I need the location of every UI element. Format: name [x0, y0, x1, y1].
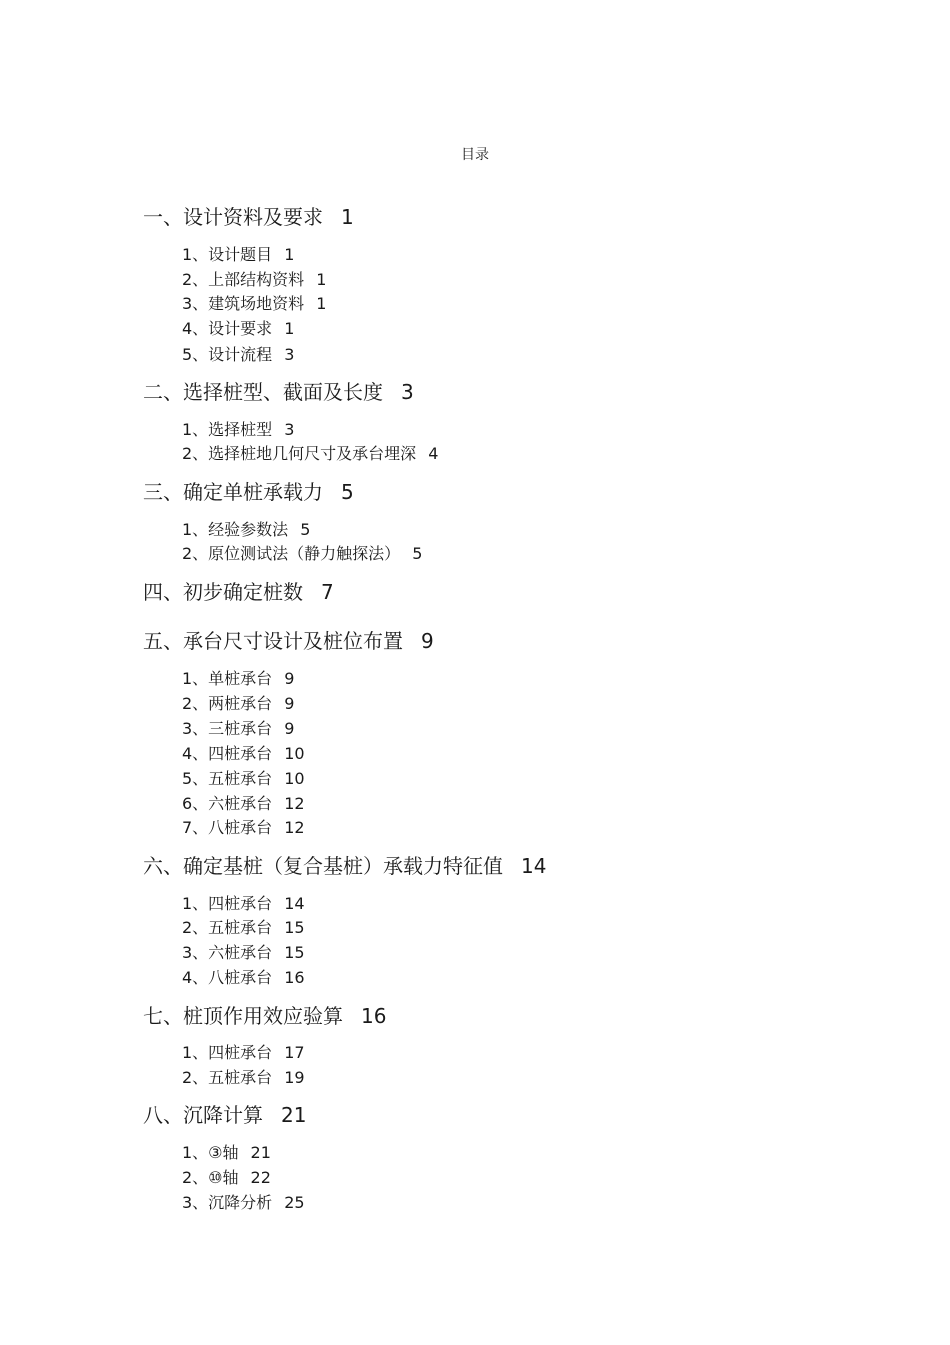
toc-item-page: 3 [284, 420, 295, 439]
toc-item-label: 1、设计题目 [182, 245, 273, 264]
toc-item-page: 1 [316, 270, 327, 289]
toc-section-page: 21 [281, 1103, 307, 1127]
toc-section[interactable] [143, 1004, 386, 1028]
toc-item[interactable] [182, 744, 305, 764]
toc-item-label: 2、五桩承台 [182, 1068, 273, 1087]
toc-item-label: 1、四桩承台 [182, 1043, 273, 1062]
toc-item-label: 1、选择桩型 [182, 420, 273, 439]
toc-item-label: 2、选择桩地几何尺寸及承台埋深 [182, 444, 417, 463]
toc-section-label: 三、确定单桩承载力 [143, 480, 323, 504]
toc-item-page: 4 [428, 444, 439, 463]
toc-section-label: 八、沉降计算 [143, 1103, 263, 1127]
toc-item[interactable] [182, 719, 294, 739]
toc-section-label: 七、桩顶作用效应验算 [143, 1004, 343, 1028]
toc-section-page: 1 [341, 205, 354, 229]
toc-item[interactable] [182, 918, 305, 938]
page-title: 目录 [461, 147, 489, 163]
toc-item[interactable] [182, 444, 438, 464]
toc-item-label: 4、四桩承台 [182, 744, 273, 763]
toc-item-label: 1、③轴 [182, 1143, 239, 1162]
toc-item-label: 2、五桩承台 [182, 918, 273, 937]
toc-item-label: 1、经验参数法 [182, 520, 289, 539]
toc-item[interactable] [182, 319, 294, 339]
toc-section-page: 7 [321, 580, 334, 604]
toc-item-label: 2、两桩承台 [182, 694, 273, 713]
toc-item-label: 4、八桩承台 [182, 968, 273, 987]
toc-item[interactable] [182, 1143, 271, 1163]
toc-section-page: 5 [341, 480, 354, 504]
toc-item-label: 5、五桩承台 [182, 769, 273, 788]
toc-section-page: 16 [361, 1004, 387, 1028]
toc-item-page: 25 [284, 1193, 305, 1212]
toc-section-label: 二、选择桩型、截面及长度 [143, 380, 383, 404]
toc-item-page: 12 [284, 794, 305, 813]
toc-item[interactable] [182, 694, 294, 714]
toc-item[interactable] [182, 943, 305, 963]
toc-item-label: 5、设计流程 [182, 345, 273, 364]
toc-section[interactable] [143, 380, 414, 404]
toc-item-page: 1 [316, 294, 327, 313]
toc-item-label: 1、四桩承台 [182, 894, 273, 913]
toc-item-label: 4、设计要求 [182, 319, 273, 338]
toc-item[interactable] [182, 544, 422, 564]
toc-item-label: 2、上部结构资料 [182, 270, 305, 289]
toc-section[interactable] [143, 205, 354, 229]
toc-section[interactable] [143, 480, 354, 504]
toc-item-page: 1 [284, 245, 295, 264]
toc-item-page: 15 [284, 943, 305, 962]
toc-item-page: 19 [284, 1068, 305, 1087]
toc-item[interactable] [182, 294, 326, 314]
toc-item[interactable] [182, 1193, 305, 1213]
toc-item[interactable] [182, 769, 305, 789]
toc-item-page: 9 [284, 719, 295, 738]
toc-item[interactable] [182, 420, 294, 440]
toc-section-label: 六、确定基桩（复合基桩）承载力特征值 [143, 854, 503, 878]
toc-section-page: 14 [521, 854, 547, 878]
toc-item-page: 5 [300, 520, 311, 539]
toc-item-page: 9 [284, 669, 295, 688]
toc-item-label: 1、单桩承台 [182, 669, 273, 688]
toc-item-page: 17 [284, 1043, 305, 1062]
toc-item-page: 1 [284, 319, 295, 338]
toc-item[interactable] [182, 1043, 305, 1063]
toc-section-page: 9 [421, 629, 434, 653]
toc-item[interactable] [182, 818, 305, 838]
toc-item[interactable] [182, 520, 310, 540]
toc-item-page: 12 [284, 818, 305, 837]
toc-item[interactable] [182, 894, 305, 914]
toc-item-page: 9 [284, 694, 295, 713]
toc-item-page: 10 [284, 769, 305, 788]
toc-item-label: 3、六桩承台 [182, 943, 273, 962]
toc-item-label: 2、原位测试法（静力触探法） [182, 544, 401, 563]
toc-item-label: 2、⑩轴 [182, 1168, 239, 1187]
toc-item-page: 21 [250, 1143, 271, 1162]
toc-item-page: 10 [284, 744, 305, 763]
toc-item-page: 15 [284, 918, 305, 937]
toc-item-page: 3 [284, 345, 295, 364]
toc-item[interactable] [182, 1168, 271, 1188]
toc-item-label: 3、沉降分析 [182, 1193, 273, 1212]
toc-section-label: 四、初步确定桩数 [143, 580, 303, 604]
toc-item[interactable] [182, 794, 305, 814]
toc-section-page: 3 [401, 380, 414, 404]
toc-section[interactable] [143, 1103, 306, 1127]
toc-item-page: 16 [284, 968, 305, 987]
toc-item[interactable] [182, 345, 294, 365]
toc-section[interactable] [143, 854, 546, 878]
toc-section[interactable] [143, 580, 334, 604]
toc-item[interactable] [182, 968, 305, 988]
toc-item[interactable] [182, 669, 294, 689]
toc-item-page: 5 [412, 544, 423, 563]
toc-section-label: 一、设计资料及要求 [143, 205, 323, 229]
toc-section[interactable] [143, 629, 434, 653]
toc-item-label: 6、六桩承台 [182, 794, 273, 813]
toc-item-page: 14 [284, 894, 305, 913]
toc-item[interactable] [182, 270, 326, 290]
toc-item-label: 3、建筑场地资料 [182, 294, 305, 313]
toc-item[interactable] [182, 1068, 305, 1088]
toc-item-label: 3、三桩承台 [182, 719, 273, 738]
toc-section-label: 五、承台尺寸设计及桩位布置 [143, 629, 403, 653]
toc-item[interactable] [182, 245, 294, 265]
toc-item-page: 22 [250, 1168, 271, 1187]
toc-item-label: 7、八桩承台 [182, 818, 273, 837]
